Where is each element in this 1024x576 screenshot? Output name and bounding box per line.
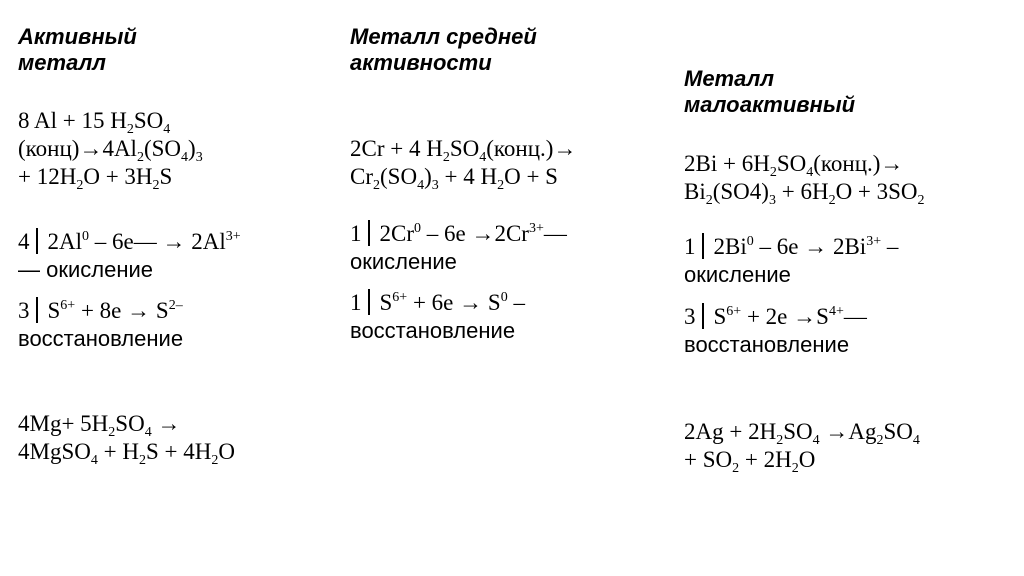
oxidation-half-reaction-al: 4 2Al$^0$ – 6e— → $2Al^{3+}$ — окисление <box>18 229 241 282</box>
reaction-ag-h2so4: $2Ag + 2H_2SO_4 \to Ag_2SO_4$ + $SO_2 + 2H_2O$ <box>684 419 920 476</box>
reduction-half-reaction-s-cr: 1 $S^{6+} + 6e \to S^0$ – восстановление <box>350 290 525 343</box>
oxidation-half-reaction-bi: 1 $2Bi^0 - 6e \to 2Bi^{3+}$ – окисление <box>684 234 899 287</box>
reaction-mg-h2so4: $4Mg+ 5H_2SO_4$ → 4MgSO$_4$ + $H_2S + 4H_2O$ <box>18 411 235 468</box>
reaction-al-h2so4: 8 Al + 15 $H_2SO_4$ $(конц)\to 4Al_2(SO_4)_3$ + $12H_2O + 3H_2S$ <box>18 108 203 193</box>
heading-low-activity-metal: Металл малоактивный <box>684 66 856 117</box>
reduction-half-reaction-s: 3 $S^{6+} + 8e \to S^{2-}$ восстановление <box>18 298 184 351</box>
oxidation-half-reaction-cr: 1 $2Cr^0 - 6e \to 2Cr^{3+}—$ окисление <box>350 221 567 274</box>
reduction-half-reaction-s-bi: 3 $S^{6+} + 2e$ $\to S^{4+}—$ восстановление <box>684 304 867 357</box>
reaction-bi-h2so4: $2Bi + 6H_2SO_4(конц.)\to$ $Bi_2(SO4)_3 + 6H_2O + 3SO_2$ <box>684 151 925 208</box>
reaction-cr-h2so4: 2Cr + 4 $H_2SO_4(конц.)\to$ $Cr_2(SO_4)_3 + 4$ $H_2O + S$ <box>350 136 577 193</box>
heading-active-metal: Активный металл <box>18 24 137 75</box>
heading-medium-activity-metal: Металл средней активности <box>350 24 537 75</box>
